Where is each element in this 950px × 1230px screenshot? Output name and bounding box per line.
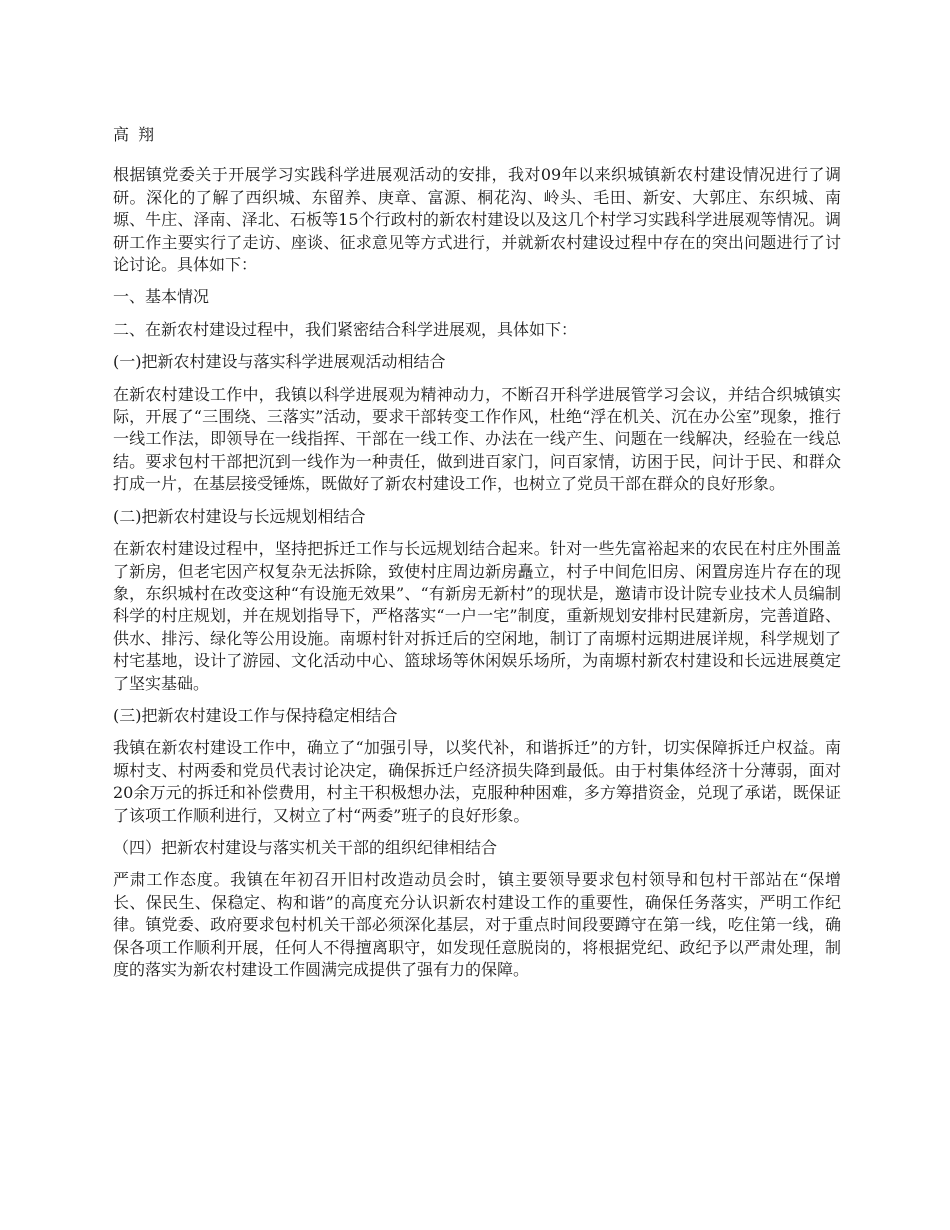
paragraph-subsection-two: 在新农村建设过程中，坚持把拆迁工作与长远规划结合起来。针对一些先富裕起来的农民在村庄外围盖了新房，但老宅因产权复杂无法拆除，致使村庄周边新房矗立，村子中间危旧房、闲置房连片存在的现象，东织城村在改变这种“有设施无效果”、“有新房无新村”的现状是，邀请市设计院专业技术人员编制科学的村庄规划，并在规划指导下，严格落实“一户一宅”制度，重新规划安排村民建新房，完善道路、供水、排污、绿化等公用设施。南塬村针对拆迁后的空闲地，制订了南塬村远期进展详规，科学规划了村宅基地，设计了游园、文化活动中心、篮球场等休闲娱乐场所，为南塬村新农村建设和长远进展奠定了坚实基础。 [113,539,841,693]
heading-basic-situation: 一、基本情况 [113,287,210,307]
paragraph-subsection-four: 严肃工作态度。我镇在年初召开旧村改造动员会时，镇主要领导要求包村领导和包村干部站在“保增长、保民生、保稳定、构和谐”的高度充分认识新农村建设工作的重要性，确保任务落实，严明工作纪律。镇党委、政府要求包村机关干部必须深化基层，对于重点时间段要蹲守在第一线，吃住第一线，确保各项工作顺利开展，任何人不得擅离职守，如发现任意脱岗的，将根据党纪、政纪予以严肃处理，制度的落实为新农村建设工作圆满完成提供了强有力的保障。 [113,870,841,979]
author-name: 高 翔 [113,125,157,144]
paragraph-subsection-one: 在新农村建设工作中，我镇以科学进展观为精神动力，不断召开科学进展管学习会议，并结合织城镇实际，开展了“三围绕、三落实”活动，要求干部转变工作作风，杜绝“浮在机关、沉在办公室”现象，推行一线工作法，即领导在一线指挥、干部在一线工作、办法在一线产生、问题在一线解决，经验在一线总结。要求包村干部把沉到一线作为一种责任，做到进百家门，问百家情，访困于民，问计于民、和群众打成一片，在基层接受锤炼，既做好了新农村建设工作，也树立了党员干部在群众的良好形象。 [113,384,841,494]
heading-subsection-four: （四）把新农村建设与落实机关干部的组织纪律相结合 [113,837,498,857]
heading-section-two: 二、在新农村建设过程中，我们紧密结合科学进展观，具体如下： [113,319,578,339]
heading-subsection-three: (三)把新农村建设工作与保持稳定相结合 [113,705,398,725]
document-page [113,124,841,991]
heading-subsection-one: (一)把新农村建设与落实科学进展观活动相结合 [113,352,446,372]
heading-subsection-two: (二)把新农村建设与长远规划相结合 [113,506,366,526]
paragraph-intro: 根据镇党委关于开展学习实践科学进展观活动的安排，我对09年以来织城镇新农村建设情况进行了调研。深化的了解了西织城、东留养、庚章、富源、桐花沟、岭头、毛田、新安、大郭庄、东织城、南塬、牛庄、泽南、泽北、石板等15个行政村的新农村建设以及这几个村学习实践科学进展观等情况。调研工作主要实行了走访、座谈、征求意见等方式进行，并就新农村建设过程中存在的突出问题进行了讨论讨论。具体如下： [113,165,841,275]
paragraph-subsection-three: 我镇在新农村建设工作中，确立了“加强引导，以奖代补，和谐拆迁”的方针，切实保障拆迁户权益。南塬村支、村两委和党员代表讨论决定，确保拆迁户经济损失降到最低。由于村集体经济十分薄弱，面对20余万元的拆迁和补偿费用，村主干积极想办法，克服种种困难，多方筹措资金，兑现了承诺，既保证了该项工作顺利进行，又树立了村“两委”班子的良好形象。 [113,738,841,825]
